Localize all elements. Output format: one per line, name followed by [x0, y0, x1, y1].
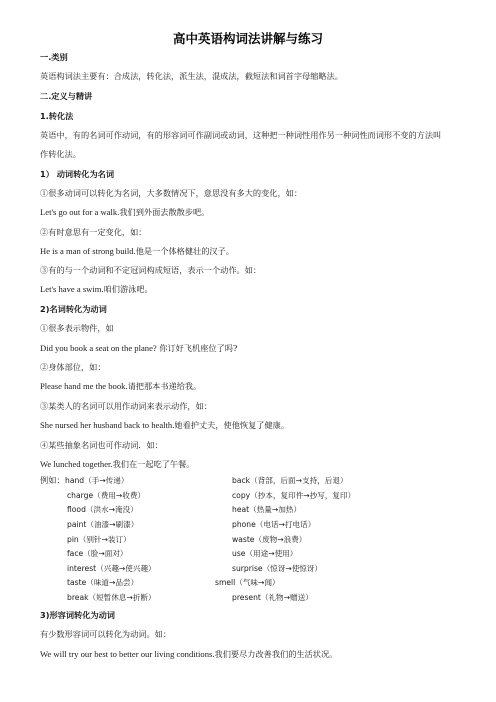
example-chinese: 我们要尽力改善我们的生活状况。 [214, 649, 338, 659]
word-pair-left: hand（手→传递） [65, 476, 129, 485]
example-sentence [40, 649, 337, 660]
definition-line-1: 英语中，有的名词可作动词，有的形容词可作副词或动词，这种把一种词性用作另一种词性而词形不变的方法叫 [40, 130, 442, 140]
verb-to-noun-point-2: ②有时意思有一定变化，如： [40, 227, 147, 237]
example-chinese: 咱们游泳吧。 [103, 284, 153, 294]
word-pair-left: paint（油漆→刷漆） [67, 520, 139, 529]
section-heading-categories: 一.类别 [40, 52, 68, 62]
definition-line-2: 作转化法。 [40, 149, 81, 159]
word-pair-right: present（礼物→赠送） [232, 593, 313, 602]
word-pair-left: charge（费用→收费） [67, 491, 146, 500]
example-chinese: 请把那本书递给我。 [127, 381, 202, 391]
noun-to-verb-point-4: ④某些抽象名词也可作动词．如： [40, 440, 163, 450]
examples-label: 例如： [40, 475, 65, 485]
example-chinese: 你订好飞机座位了吗? [156, 343, 238, 353]
example-english: Please hand me the book. [40, 381, 128, 391]
word-pair-right: use（用途→使用） [232, 549, 298, 558]
section-heading-definitions: 二.定义与精讲 [40, 91, 93, 101]
verb-to-noun-point-3: ③有的与一个动词和不定冠词构成短语，表示一个动作。如： [40, 265, 262, 275]
word-pair-left: interest（兴趣→使兴趣） [67, 564, 156, 573]
subheading-verb-to-noun: 1） 动词转化为名词 [40, 169, 115, 179]
subheading-noun-to-verb: 2)名词转化为动词 [40, 304, 107, 314]
noun-to-verb-point-2: ②身体部位，如： [40, 362, 106, 372]
verb-to-noun-point-1: ①很多动词可以转化为名词，大多数情况下，意思没有多大的变化，如： [40, 188, 303, 198]
word-pair-right: smell（气味→闻） [215, 578, 280, 587]
word-pair-right: waste（废物→浪费） [232, 535, 307, 544]
example-sentence [40, 343, 237, 354]
example-chinese: 她看护丈夫，使他恢复了健康。 [174, 420, 290, 430]
example-english: He is a man of strong build. [40, 246, 136, 256]
subheading-conversion: 1.转化法 [40, 111, 74, 121]
word-pair-left: taste（味道→品尝） [67, 578, 139, 587]
page-title: 高中英语构词法讲解与练习 [172, 31, 323, 46]
adjective-to-verb-point-1: 有少数形容词可以转化为动词。如： [40, 629, 172, 639]
example-english: She nursed her husband back to health. [40, 420, 175, 430]
example-sentence [40, 420, 289, 431]
example-sentence [40, 207, 209, 218]
word-pair-left: pin（别针→装订） [67, 535, 131, 544]
example-sentence [40, 381, 201, 392]
example-english: Let's have a swim. [40, 284, 104, 294]
example-chinese: 我们到外面去散散步吧。 [119, 207, 210, 217]
word-pair-left: break（短暂休息→折断） [67, 593, 156, 602]
word-pair-left: flood（洪水→淹没） [67, 505, 138, 514]
example-english: We lunched together. [40, 459, 113, 469]
noun-to-verb-point-1: ①很多表示物件，如 [40, 323, 114, 333]
categories-text: 英语构词法主要有：合成法，转化法，派生法，混成法，截短法和词首字母缩略法。 [40, 71, 343, 81]
example-chinese: 他是一个体格健壮的汉子。 [135, 246, 234, 256]
example-english: Let's go out for a walk. [40, 207, 120, 217]
example-english: We will try our best to better our living conditions. [40, 649, 215, 659]
example-sentence [40, 459, 194, 470]
word-pair-right: phone（电话→打电话） [232, 520, 316, 529]
subheading-adjective-to-verb: 3)形容词转化为动词 [40, 610, 115, 620]
word-pair-right: back（背部，后面→支持，后退） [232, 476, 348, 485]
word-pair-right: copy（抄本，复印件→抄写，复印） [232, 491, 356, 500]
example-chinese: 我们在一起吃了午餐。 [112, 459, 195, 469]
noun-to-verb-point-3: ③某类人的名词可以用作动词来表示动作，如： [40, 401, 212, 411]
word-pair-left: face（脸→面对） [67, 549, 128, 558]
example-sentence [40, 284, 153, 295]
word-pair-right: heat（热量→加热） [232, 505, 302, 514]
example-english: Did you book a seat on the plane? [40, 343, 157, 353]
word-pair-right: surprise（惊讶→使惊讶） [232, 564, 323, 573]
example-sentence [40, 246, 234, 257]
